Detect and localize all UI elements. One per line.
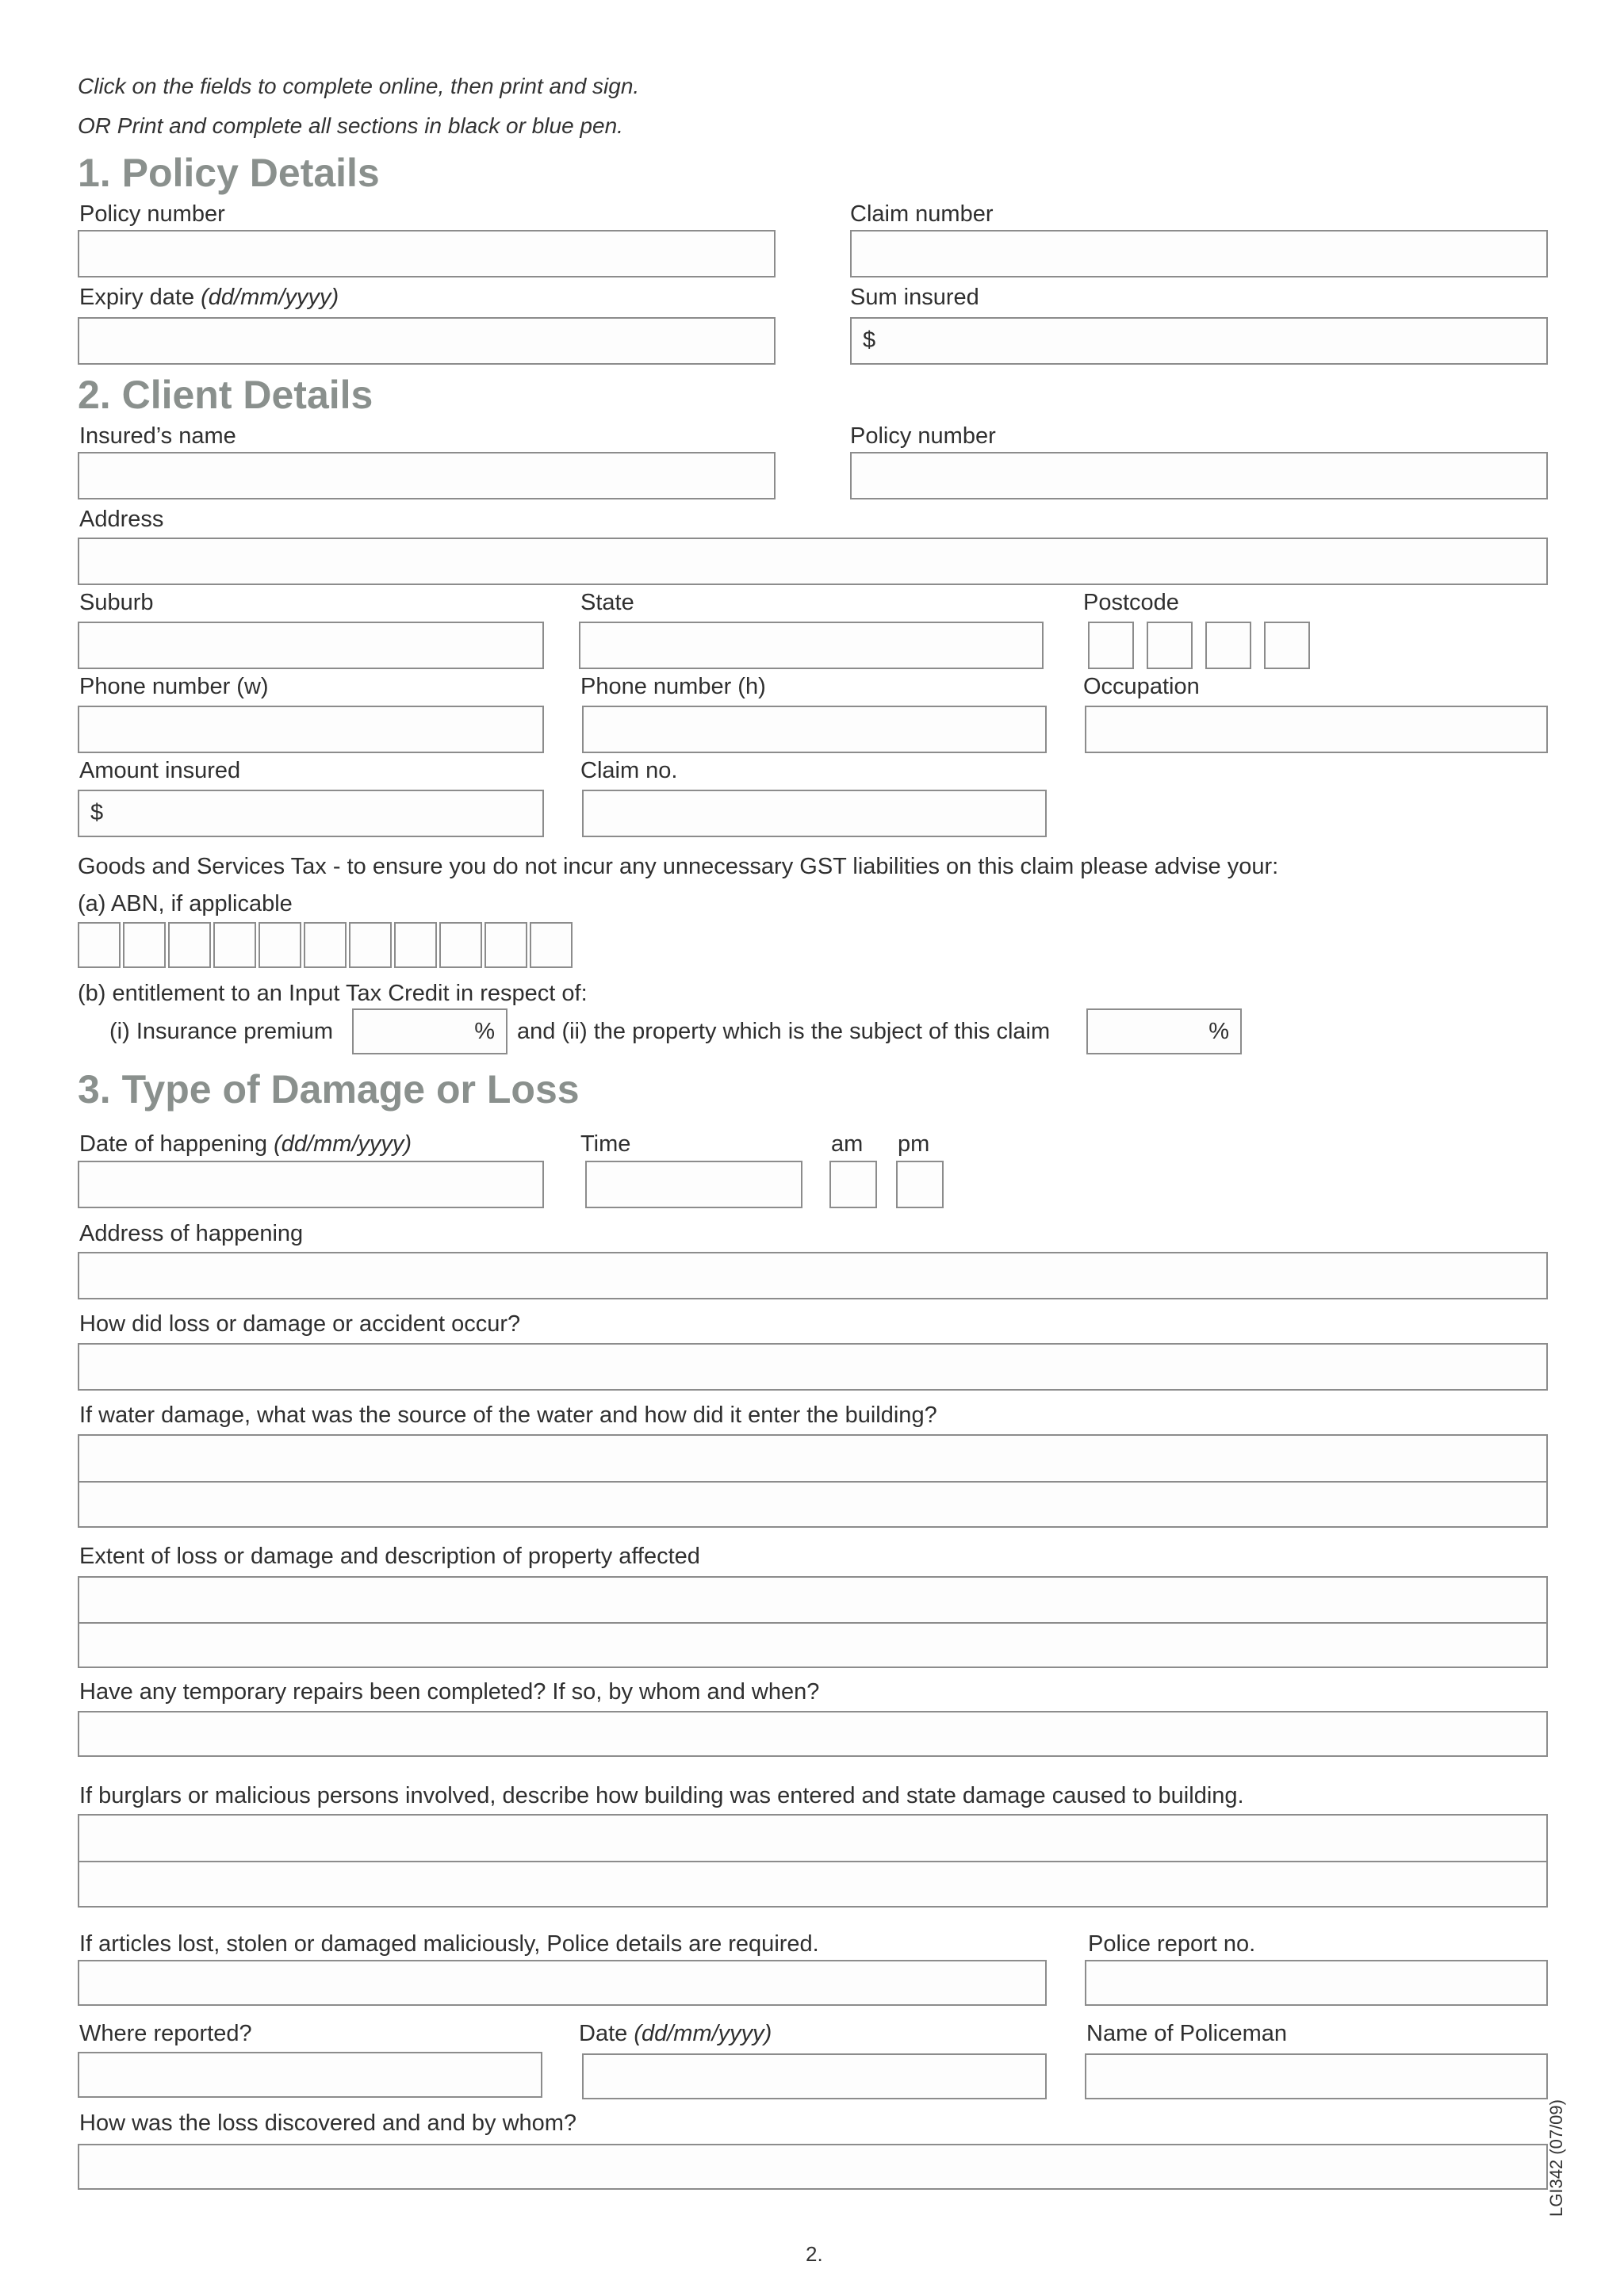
address-field[interactable] (78, 538, 1548, 585)
sum-insured-field[interactable] (850, 317, 1548, 365)
police-details-label: If articles lost, stolen or damaged maliciously, Police details are required. (79, 1931, 819, 1957)
address-label: Address (79, 507, 164, 532)
where-reported-label: Where reported? (79, 2021, 252, 2046)
where-reported-field[interactable] (78, 2052, 542, 2098)
am-checkbox[interactable] (829, 1161, 877, 1208)
section-2-title: 2. Client Details (78, 373, 373, 417)
amount-insured-label: Amount insured (79, 758, 241, 783)
insureds-name-field[interactable] (78, 452, 776, 499)
property-label: and (ii) the property which is the subject of this claim (517, 1019, 1051, 1044)
amount-insured-field[interactable] (78, 790, 544, 837)
phone-h-label: Phone number (h) (580, 674, 766, 699)
how-discovered-field[interactable] (78, 2144, 1548, 2190)
form-code: LGI342 (07/09) (1546, 2099, 1566, 2217)
abn-digit[interactable] (213, 922, 256, 968)
how-occur-label: How did loss or damage or accident occur? (79, 1311, 521, 1337)
client-policy-number-field[interactable] (850, 452, 1548, 499)
postcode-digit[interactable] (1147, 622, 1193, 669)
intro-line-2: OR Print and complete all sections in black or blue pen. (78, 113, 623, 138)
pm-label: pm (898, 1131, 930, 1157)
how-discovered-label: How was the loss discovered and and by whom? (79, 2110, 577, 2136)
postcode-digit[interactable] (1088, 622, 1134, 669)
burglars-label: If burglars or malicious persons involved, describe how building was entered and state damage caused to building. (79, 1783, 1244, 1808)
police-details-field[interactable] (78, 1960, 1047, 2006)
postcode-label: Postcode (1083, 590, 1179, 615)
section-3-title: 3. Type of Damage or Loss (78, 1067, 580, 1112)
state-label: State (580, 590, 634, 615)
temp-repairs-field[interactable] (78, 1711, 1548, 1757)
police-report-no-field[interactable] (1085, 1960, 1548, 2006)
abn-digit[interactable] (349, 922, 392, 968)
gst-text: Goods and Services Tax - to ensure you do not incur any unnecessary GST liabilities on this claim please advise your: (78, 854, 1279, 879)
abn-digit[interactable] (530, 922, 573, 968)
section-1-title: 1. Policy Details (78, 151, 380, 195)
burglars-field[interactable] (78, 1814, 1548, 1908)
phone-w-label: Phone number (w) (79, 674, 269, 699)
water-damage-label: If water damage, what was the source of the water and how did it enter the building? (79, 1402, 937, 1428)
date-of-happening-label: Date of happening (dd/mm/yyyy) (79, 1131, 412, 1157)
page-number: 2. (806, 2242, 823, 2266)
abn-digit[interactable] (439, 922, 482, 968)
property-percent-field[interactable] (1086, 1008, 1242, 1054)
abn-digit[interactable] (304, 922, 347, 968)
abn-digit[interactable] (123, 922, 166, 968)
extent-label: Extent of loss or damage and description of property affected (79, 1544, 700, 1569)
postcode-digit[interactable] (1205, 622, 1251, 669)
policy-number-label: Policy number (79, 201, 225, 227)
percent-sign: % (1208, 1019, 1229, 1044)
insureds-name-label: Insured’s name (79, 423, 236, 449)
percent-sign: % (474, 1019, 495, 1044)
abn-digit[interactable] (168, 922, 211, 968)
address-of-happening-field[interactable] (78, 1252, 1548, 1299)
intro-line-1: Click on the fields to complete online, then print and sign. (78, 74, 640, 98)
itc-label: (b) entitlement to an Input Tax Credit in respect of: (78, 981, 588, 1006)
client-policy-number-label: Policy number (850, 423, 996, 449)
phone-h-field[interactable] (582, 706, 1047, 753)
premium-label: (i) Insurance premium (109, 1019, 334, 1044)
time-field[interactable] (585, 1161, 802, 1208)
report-date-label: Date (dd/mm/yyyy) (579, 2021, 772, 2046)
how-occur-field[interactable] (78, 1343, 1548, 1391)
postcode-digit[interactable] (1264, 622, 1310, 669)
temp-repairs-label: Have any temporary repairs been completed? If so, by whom and when? (79, 1679, 820, 1705)
abn-digit[interactable] (394, 922, 437, 968)
policy-number-field[interactable] (78, 230, 776, 277)
abn-digit[interactable] (485, 922, 527, 968)
water-damage-field[interactable] (78, 1434, 1548, 1528)
name-of-policeman-field[interactable] (1085, 2053, 1548, 2099)
suburb-field[interactable] (78, 622, 544, 669)
currency-prefix: $ (863, 327, 876, 353)
time-label: Time (580, 1131, 631, 1157)
claim-number-field[interactable] (850, 230, 1548, 277)
pm-checkbox[interactable] (896, 1161, 944, 1208)
occupation-field[interactable] (1085, 706, 1548, 753)
claim-no-field[interactable] (582, 790, 1047, 837)
claim-no-label: Claim no. (580, 758, 678, 783)
address-of-happening-label: Address of happening (79, 1221, 304, 1246)
expiry-date-field[interactable] (78, 317, 776, 365)
am-label: am (831, 1131, 864, 1157)
name-of-policeman-label: Name of Policeman (1086, 2021, 1288, 2046)
extent-field[interactable] (78, 1576, 1548, 1668)
claim-number-label: Claim number (850, 201, 994, 227)
premium-percent-field[interactable] (352, 1008, 508, 1054)
abn-digit[interactable] (78, 922, 121, 968)
abn-label: (a) ABN, if applicable (78, 891, 293, 916)
state-field[interactable] (579, 622, 1044, 669)
date-of-happening-field[interactable] (78, 1161, 544, 1208)
report-date-field[interactable] (582, 2053, 1047, 2099)
abn-digit[interactable] (259, 922, 301, 968)
phone-w-field[interactable] (78, 706, 544, 753)
currency-prefix: $ (90, 800, 104, 825)
police-report-no-label: Police report no. (1088, 1931, 1256, 1957)
occupation-label: Occupation (1083, 674, 1200, 699)
sum-insured-label: Sum insured (850, 285, 979, 310)
suburb-label: Suburb (79, 590, 154, 615)
expiry-date-label: Expiry date (dd/mm/yyyy) (79, 285, 339, 310)
